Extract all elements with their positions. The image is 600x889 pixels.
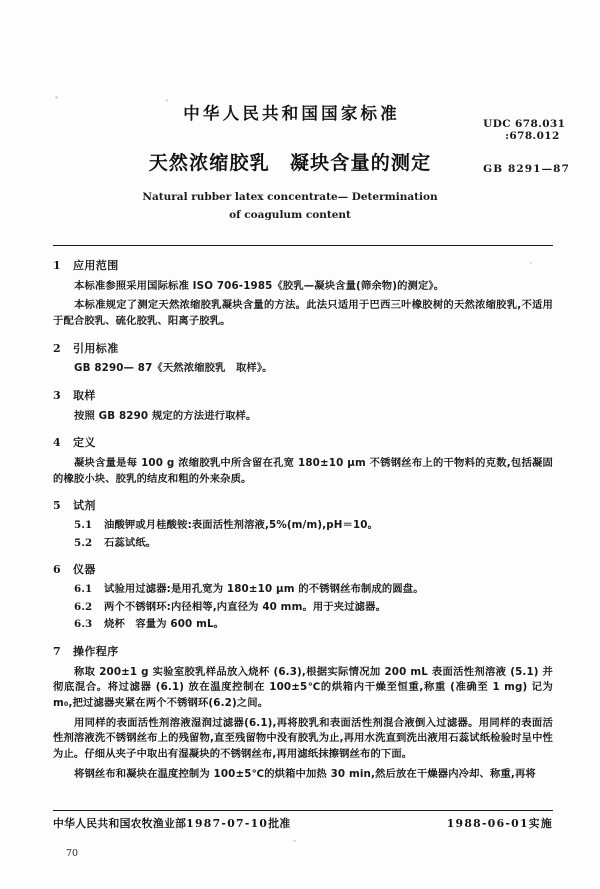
section-number-3: 3 <box>53 389 62 402</box>
section-title-3: 取样 <box>73 389 96 402</box>
section-3-paragraph-1: 按照 GB 8290 规定的方法进行取样。 <box>74 409 257 422</box>
section-heading-3 <box>53 388 553 405</box>
approval-date: 1987-07-10 <box>186 817 269 830</box>
clause-text-5-2: 石蕊试纸。 <box>104 536 157 549</box>
effective-date: 1988-06-01 <box>446 817 529 830</box>
scan-artifact <box>293 840 296 842</box>
section-number-6: 6 <box>53 563 62 577</box>
doc-title-part2: 凝块含量的测定 <box>289 152 432 174</box>
document-body <box>53 258 553 782</box>
section-4-paragraph-1: 凝块含量是每 100 g 浓缩胶乳中所含留在孔宽 180±10 μm 不锈钢丝布上的干物料的克数,包括凝固的橡胶小块、胶乳的结皮和粗的外来杂质。 <box>53 457 553 485</box>
udc-code-line2: :678.012 <box>505 130 560 142</box>
section-title-4: 定义 <box>73 436 96 450</box>
clause-text-6-2: 两个不锈钢环:内径相等,内直径为 40 mm。用于夹过滤器。 <box>104 600 387 613</box>
approval-authority: 中华人民共和国农牧渔业部 <box>53 817 187 830</box>
page-title <box>75 148 505 175</box>
clause-text-6-1: 试验用过滤器:是用孔宽为 180±10 μm 的不锈钢丝布制成的圆盘。 <box>104 583 424 596</box>
section-7-paragraph-1: 称取 200±1 g 实验室胶乳样品放入烧杯 (6.3),根据实际情况加 200 mL 表面活性剂溶液 (5.1) 并彻底混合。将过滤器 (6.1) 放在温度控制在 100±5℃的烘箱内干燥至恒重,称重 (准确至 1 mg) 记为 m₀,把过滤器夹紧在两个不锈钢环(6.2)之间。 <box>53 665 553 709</box>
section-number-7: 7 <box>53 645 62 658</box>
section-7-paragraph-2: 用同样的表面活性剂溶液湿润过滤器(6.1),再将胶乳和表面活性剂混合液倒入过滤器。用同样的表面活性剂溶液洗不锈钢丝布上的残留物,直至残留物中没有胶乳为止,再用水洗直到洗出液用石蕊试纸检验时呈中性为止。仔细从夹子中取出有湿凝块的不锈钢丝布,再用滤纸抹擦钢丝布的下面。 <box>53 716 553 760</box>
doc-title-part1: 天然浓缩胶乳 <box>148 152 270 174</box>
effective-suffix: 实施 <box>528 817 553 830</box>
section-1-paragraph-2: 本标准规定了测定天然浓缩胶乳凝块含量的方法。此法只适用于巴西三叶橡胶树的天然浓缩胶乳,不适用于配合胶乳、硫化胶乳、阳离子胶乳。 <box>53 299 553 327</box>
clause-5-2 <box>53 536 553 552</box>
section-heading-1 <box>53 258 553 275</box>
clause-6-2 <box>53 600 553 616</box>
footer-divider <box>53 810 553 811</box>
section-number-5: 5 <box>53 499 62 513</box>
english-title-line1: Natural rubber latex concentrate— Determination <box>142 191 438 203</box>
scan-artifact <box>55 96 58 99</box>
clause-6-1 <box>53 582 553 598</box>
page-number: 70 <box>66 848 79 859</box>
clause-text-5-1: 油酸钾或月桂酸铵:表面活性剂溶液,5%(m/m),pH＝10。 <box>104 519 379 532</box>
section-number-2: 2 <box>53 341 62 355</box>
section-title-1: 应用范围 <box>73 259 119 272</box>
section-heading-6 <box>53 562 553 579</box>
section-title-6: 仪器 <box>73 563 96 577</box>
section-7-paragraph-3: 将钢丝布和凝块在温度控制为 100±5℃的烘箱中加热 30 min,然后放在干燥器内冷却、称重,再将 <box>74 767 536 780</box>
section-1-paragraph-1: 本标准参照采用国际标准 ISO 706-1985《胶乳—凝块含量(筛余物)的测定》。 <box>74 279 445 292</box>
section-heading-4 <box>53 435 553 452</box>
clause-text-6-3: 烧杯 容量为 600 mL。 <box>104 618 225 631</box>
clause-number-6-3: 6.3 <box>74 618 93 631</box>
udc-code-line1: UDC 678.031 <box>483 118 566 130</box>
header-divider <box>53 245 553 246</box>
approval-statement <box>53 816 290 831</box>
english-title-line2: of coagulum content <box>229 209 351 222</box>
clause-number-6-2: 6.2 <box>74 600 93 613</box>
approval-suffix: 批准 <box>268 817 291 830</box>
standard-meta-block <box>483 118 570 175</box>
section-heading-5 <box>53 498 553 515</box>
effective-statement <box>447 816 553 831</box>
clause-number-5-2: 5.2 <box>74 536 93 549</box>
clause-6-3 <box>53 617 553 633</box>
section-2-paragraph-1: GB 8290— 87《天然浓缩胶乳 取样》。 <box>74 362 273 375</box>
english-title <box>75 188 505 225</box>
section-number-1: 1 <box>53 259 62 272</box>
clause-number-6-1: 6.1 <box>74 583 93 596</box>
standard-number: GB 8291—87 <box>483 163 570 175</box>
section-title-2: 引用标准 <box>73 341 119 355</box>
page-footer <box>53 816 553 831</box>
clause-5-1 <box>53 518 553 534</box>
section-title-7: 操作程序 <box>73 645 119 658</box>
clause-number-5-1: 5.1 <box>74 519 93 532</box>
section-heading-2 <box>53 341 553 358</box>
section-heading-7 <box>53 644 553 661</box>
nation-header: 中华人民共和国国家标准 <box>183 104 400 123</box>
section-title-5: 试剂 <box>73 499 96 513</box>
section-number-4: 4 <box>53 436 62 450</box>
